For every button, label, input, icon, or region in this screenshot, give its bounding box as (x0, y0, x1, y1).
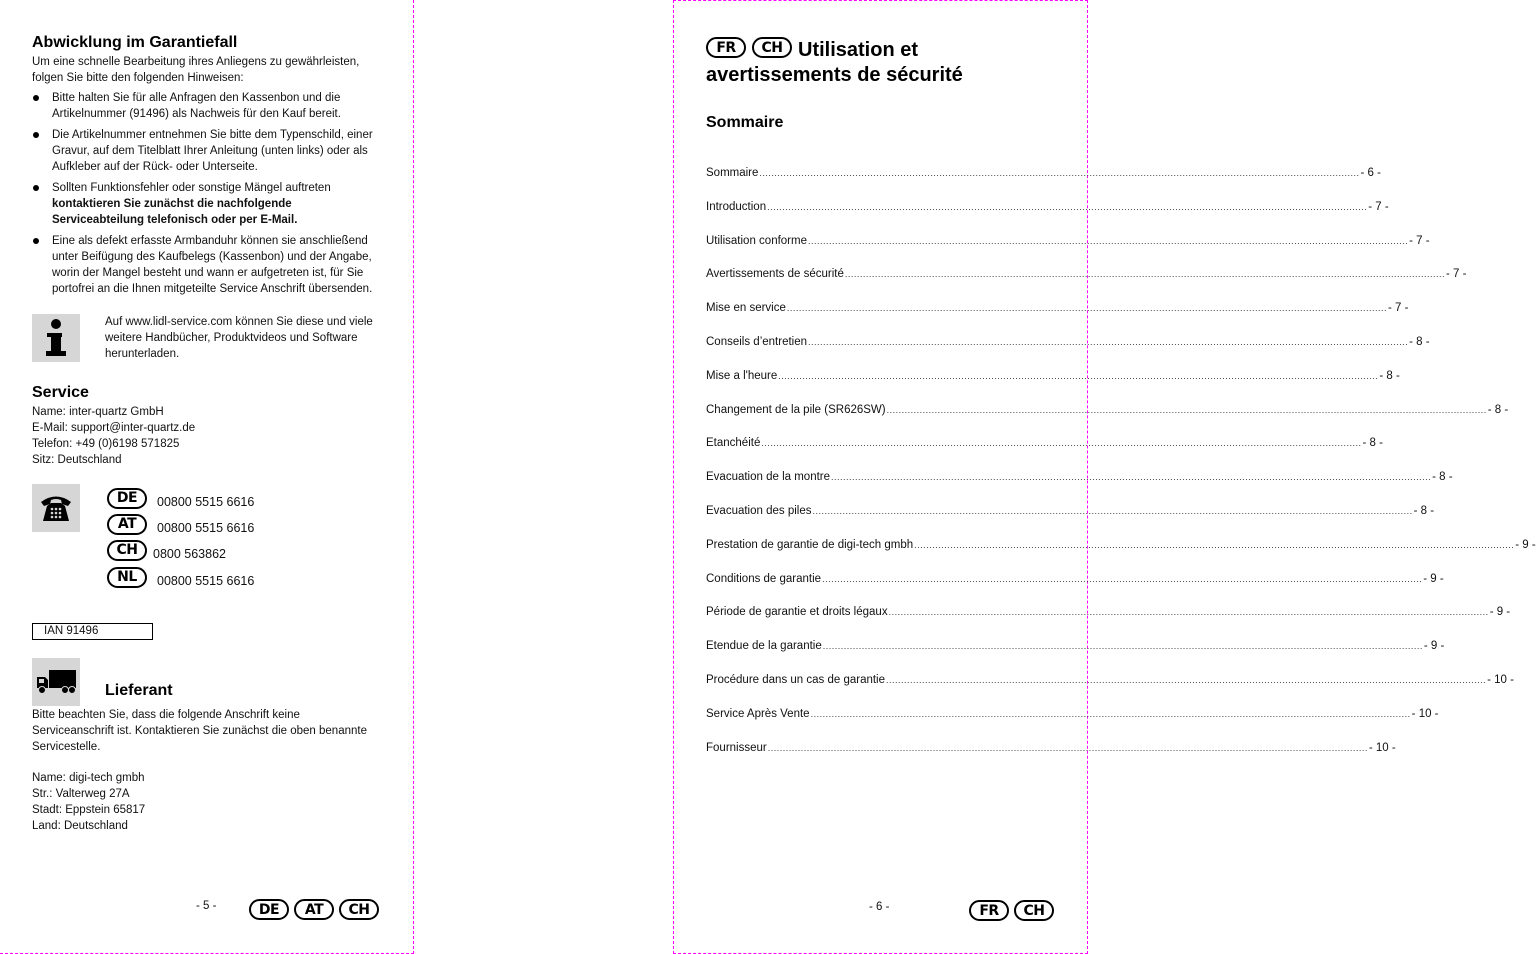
toc-row (706, 504, 1435, 539)
toc-page: - 10 - (1411, 707, 1439, 720)
toc-page: - 7 - (1388, 302, 1409, 315)
supplier-street: Str.: Valterweg 27A (32, 788, 130, 800)
country-badge: CH (1014, 900, 1054, 921)
footer-country-badges (249, 899, 379, 920)
warranty-bullet-list (32, 90, 382, 302)
bullet-line: Die Artikelnummer entnehmen Sie bitte dem Typenschild, einer (52, 129, 373, 141)
toc-row (706, 200, 1389, 235)
warranty-intro (32, 54, 392, 86)
phone-row-ch (107, 538, 226, 562)
ian-box: IAN 91496 (32, 623, 153, 640)
toc-leader-dots: ........................................................................................................................................................................................................ (831, 472, 1432, 483)
toc-page: - 7 - (1445, 268, 1467, 281)
page-number: - 5 - (196, 900, 217, 912)
toc-leader-dots: ........................................................................................................................................................................................................ (807, 235, 1409, 246)
toc-leader-dots: ........................................................................................................................................................................................................ (844, 269, 1445, 280)
bullet-item (32, 90, 382, 122)
phone-number: 00800 5515 6616 (157, 574, 255, 588)
phone-row-nl (107, 565, 254, 589)
service-location: Sitz: Deutschland (32, 454, 122, 466)
supplier-address (32, 770, 145, 834)
country-badge: CH (339, 899, 379, 920)
toc-leader-dots: ........................................................................................................................................................................................................ (767, 201, 1368, 212)
toc-title: Etendue de la garantie (706, 640, 822, 653)
toc-row (706, 369, 1400, 404)
bullet-dot-icon (33, 185, 39, 191)
toc-leader-dots: ........................................................................................................................................................................................................ (812, 505, 1413, 516)
toc-page: - 8 - (1362, 437, 1383, 450)
bullet-line: Bitte halten Sie für alle Anfragen den Kassenbon und die (52, 92, 341, 104)
toc-title: Période de garantie et droits légaux (706, 606, 888, 619)
supplier-note (32, 707, 402, 755)
phone-number: 00800 5515 6616 (157, 495, 255, 509)
toc-leader-dots: ........................................................................................................................................................................................................ (810, 708, 1411, 719)
toc-row (706, 606, 1511, 640)
toc-leader-dots: ........................................................................................................................................................................................................ (914, 539, 1515, 550)
toc-row (706, 403, 1509, 438)
phone-row-de (107, 486, 254, 510)
page-number: - 6 - (869, 901, 890, 913)
country-badge: AT (107, 514, 147, 535)
info-icon (32, 314, 80, 362)
bullet-item (32, 127, 382, 175)
toc-title: Conditions de garantie (706, 572, 822, 585)
bullet-line: Aufkleber auf der Rück- oder Unterseite. (52, 161, 258, 173)
toc-page: - 8 - (1413, 504, 1435, 517)
toc-row (706, 167, 1381, 201)
service-phone: Telefon: +49 (0)6198 571825 (32, 438, 180, 450)
toc-title: Evacuation de la montre (706, 471, 831, 484)
phone-number: 00800 5515 6616 (157, 521, 255, 535)
bullet-line: Sollten Funktionsfehler oder sonstige Mängel auftreten (52, 182, 331, 194)
table-of-contents (706, 167, 1536, 775)
toc-row (706, 234, 1430, 269)
bullet-line: unter Beifügung des Kaufbelegs (Kassenbon) und der Angabe, (52, 251, 372, 263)
page-left (0, 0, 414, 954)
truck-icon (32, 658, 80, 706)
toc-title: Fournisseur (706, 741, 767, 754)
country-badge: FR (969, 900, 1009, 921)
toc-row (706, 302, 1409, 336)
toc-row (706, 572, 1444, 607)
toc-title: Mise a l'heure (706, 369, 778, 382)
phone-row-at (107, 512, 254, 536)
toc-row (706, 741, 1396, 776)
service-heading: Service (32, 384, 89, 401)
info-text (105, 314, 395, 362)
country-badge: NL (107, 567, 147, 588)
bullet-item (32, 180, 382, 228)
bullet-line: Gravur, auf dem Titelblatt Ihrer Anleitung (unten links) oder als (52, 145, 368, 157)
toc-leader-dots: ........................................................................................................................................................................................................ (786, 303, 1387, 314)
toc-leader-dots: ........................................................................................................................................................................................................ (822, 573, 1423, 584)
toc-row (706, 437, 1383, 471)
service-name: Name: inter-quartz GmbH (32, 406, 164, 418)
toc-page: - 8 - (1487, 403, 1509, 416)
toc-leader-dots: ........................................................................................................................................................................................................ (886, 674, 1487, 685)
toc-title: Etanchéité (706, 437, 761, 450)
country-badge: CH (107, 540, 147, 561)
toc-page: - 9 - (1489, 606, 1511, 619)
bullet-line: Artikelnummer (91496) als Nachweis für den Kauf bereit. (52, 108, 341, 120)
service-details (32, 404, 195, 468)
toc-page: - 8 - (1432, 471, 1453, 484)
toc-leader-dots: ........................................................................................................................................................................................................ (767, 742, 1368, 753)
page-title: Utilisation et (798, 39, 919, 61)
toc-page: - 10 - (1368, 741, 1396, 754)
country-badge: FR (706, 37, 746, 58)
info-text-line: herunterladen. (105, 348, 180, 360)
toc-page: - 7 - (1368, 200, 1389, 213)
info-text-line: Auf www.lidl-service.com können Sie diese und viele (105, 316, 373, 328)
footer-country-badges (969, 900, 1054, 921)
toc-leader-dots: ........................................................................................................................................................................................................ (886, 404, 1487, 415)
toc-leader-dots: ........................................................................................................................................................................................................ (888, 607, 1489, 618)
toc-row (706, 538, 1536, 573)
toc-title: Conseils d’entretien (706, 335, 808, 348)
toc-title: Mise en service (706, 302, 786, 315)
toc-row (706, 335, 1430, 370)
title-row (706, 33, 918, 62)
supplier-note-line: Servicestelle. (32, 741, 101, 753)
service-email: E-Mail: support@inter-quartz.de (32, 422, 196, 434)
info-text-line: weitere Handbücher, Produktvideos und Software (105, 332, 358, 344)
toc-title: Prestation de garantie de digi-tech gmbh (706, 538, 914, 551)
supplier-country: Land: Deutschland (32, 820, 128, 832)
toc-title: Introduction (706, 200, 767, 213)
phone-number: 0800 563862 (153, 547, 226, 561)
supplier-note-line: Bitte beachten Sie, dass die folgende Anschrift keine (32, 709, 300, 721)
toc-page: - 9 - (1515, 538, 1536, 551)
warranty-heading: Abwicklung im Garantiefall (32, 34, 238, 51)
toc-title: Procédure dans un cas de garantie (706, 673, 886, 686)
toc-leader-dots: ........................................................................................................................................................................................................ (808, 336, 1409, 347)
toc-leader-dots: ........................................................................................................................................................................................................ (761, 438, 1362, 449)
toc-title: Changement de la pile (SR626SW) (706, 403, 886, 416)
toc-title: Evacuation des piles (706, 504, 812, 517)
supplier-note-line: Serviceanschrift ist. Kontaktieren Sie zunächst die oben benannte (32, 725, 367, 737)
toc-page: - 7 - (1409, 234, 1430, 247)
warranty-intro-line: folgen Sie bitte den folgenden Hinweisen: (32, 72, 244, 84)
warranty-intro-line: Um eine schnelle Bearbeitung ihres Anliegens zu gewährleisten, (32, 56, 360, 68)
telephone-icon (32, 484, 80, 532)
toc-leader-dots: ........................................................................................................................................................................................................ (759, 168, 1360, 178)
toc-heading: Sommaire (706, 114, 784, 131)
supplier-city: Stadt: Eppstein 65817 (32, 804, 146, 816)
toc-page: - 8 - (1379, 369, 1400, 382)
toc-leader-dots: ........................................................................................................................................................................................................ (778, 370, 1379, 381)
toc-leader-dots: ........................................................................................................................................................................................................ (822, 641, 1423, 652)
bullet-dot-icon (33, 132, 39, 138)
toc-page: - 9 - (1423, 640, 1445, 653)
bullet-line-bold: Serviceabteilung telefonisch oder per E-Mail. (52, 214, 298, 226)
toc-page: - 8 - (1409, 335, 1430, 348)
toc-title: Avertissements de sécurité (706, 268, 844, 281)
page-title-line-2: avertissements de sécurité (706, 64, 963, 86)
toc-title: Utilisation conforme (706, 234, 807, 247)
supplier-name: Name: digi-tech gmbh (32, 772, 145, 784)
toc-page: - 10 - (1487, 673, 1514, 686)
bullet-item (32, 233, 382, 297)
country-badge: DE (107, 488, 147, 509)
bullet-dot-icon (33, 238, 39, 244)
toc-title: Sommaire (706, 167, 759, 179)
supplier-heading: Lieferant (105, 682, 173, 699)
toc-page: - 9 - (1423, 572, 1444, 585)
toc-row (706, 673, 1514, 708)
toc-row (706, 268, 1467, 302)
country-badge: DE (249, 899, 289, 920)
toc-row (706, 707, 1439, 742)
toc-page: - 6 - (1360, 167, 1381, 179)
toc-row (706, 471, 1453, 505)
bullet-dot-icon (33, 95, 39, 101)
country-badge: CH (752, 37, 792, 58)
country-badge: AT (294, 899, 334, 920)
toc-row (706, 640, 1445, 674)
bullet-line: portofrei an die Ihnen mitgeteilte Service Anschrift übersenden. (52, 283, 373, 295)
bullet-line: Eine als defekt erfasste Armbanduhr können sie anschließend (52, 235, 368, 247)
toc-title: Service Après Vente (706, 707, 810, 720)
bullet-line: worin der Mangel besteht und wann er aufgetreten ist, für Sie (52, 267, 364, 279)
bullet-line-bold: kontaktieren Sie zunächst die nachfolgende (52, 198, 292, 210)
